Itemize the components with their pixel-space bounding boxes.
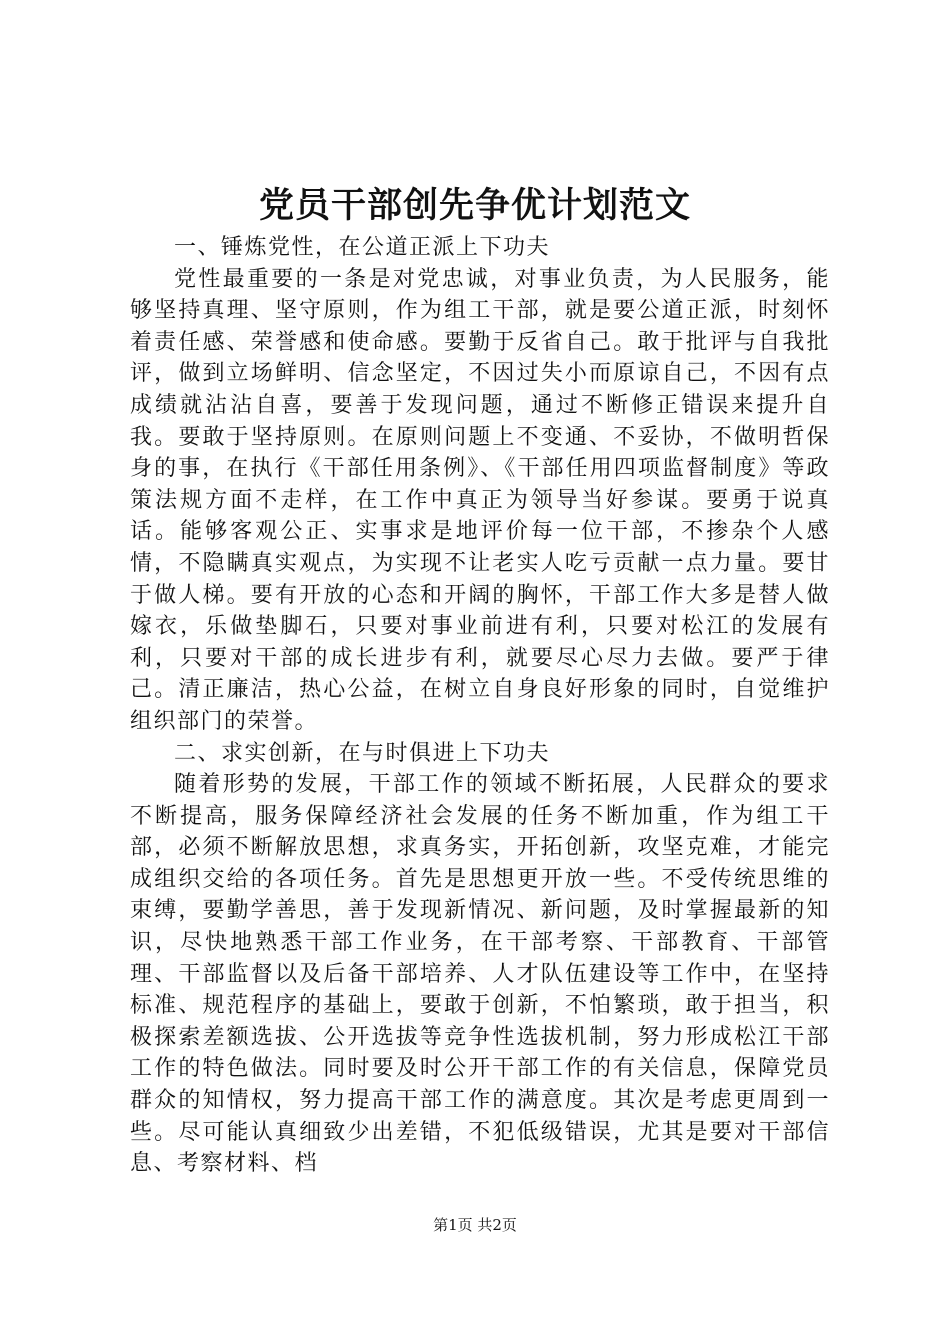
section-paragraph-2: 随着形势的发展，干部工作的领域不断拓展，人民群众的要求不断提高，服务保障经济社会发展的任务不断加重，作为组工干部，必须不断解放思想，求真务实，开拓创新，攻坚克难，才能完成组织交给的各项任务。首先是思想更开放一些。不受传统思维的束缚，要勤学善思，善于发现新情况、新问题，及时掌握最新的知识，尽快地熟悉干部工作业务，在干部考察、干部教育、干部管理、干部监督以及后备干部培养、人才队伍建设等工作中，在坚持标准、规范程序的基础上，要敢于创新，不怕繁琐，敢于担当，积极探索差额选拔、公开选拔等竞争性选拔机制，努力形成松江干部工作的特色做法。同时要及时公开干部工作的有关信息，保障党员群众的知情权，努力提高干部工作的满意度。其次是考虑更周到一些。尽可能认真细致少出差错，不犯低级错误，尤其是要对干部信息、考察材料、档 [130,772,830,1177]
page-footer: 第1页 共2页 [433,1216,517,1234]
section-heading-2: 二、求实创新，在与时俱进上下功夫 [174,740,551,766]
document-body [130,232,830,1180]
section-heading-1: 一、锤炼党性，在公道正派上下功夫 [174,235,551,260]
document-title: 党员干部创先争优计划范文 [258,185,691,226]
section-paragraph-1: 党性最重要的一条是对党忠诚，对事业负责，为人民服务，能够坚持真理、坚守原则，作为组工干部，就是要公道正派，时刻怀着责任感、荣誉感和使命感。要勤于反省自己。敢于批评与自我批评，做到立场鲜明、信念坚定，不因过失小而原谅自己，不因有点成绩就沾沾自喜，要善于发现问题，通过不断修正错误来提升自我。要敢于坚持原则。在原则问题上不变通、不妥协，不做明哲保身的事，在执行《干部任用条例》、《干部任用四项监督制度》等政策法规方面不走样，在工作中真正为领导当好参谋。要勇于说真话。能够客观公正、实事求是地评价每一位干部，不掺杂个人感情，不隐瞒真实观点，为实现不让老实人吃亏贡献一点力量。要甘于做人梯。要有开放的心态和开阔的胸怀，干部工作大多是替人做嫁衣，乐做垫脚石，只要对事业前进有利，只要对松江的发展有利，只要对干部的成长进步有利，就要尽心尽力去做。要严于律己。清正廉洁，热心公益，在树立自身良好形象的同时，自觉维护组织部门的荣誉。 [130,266,830,734]
